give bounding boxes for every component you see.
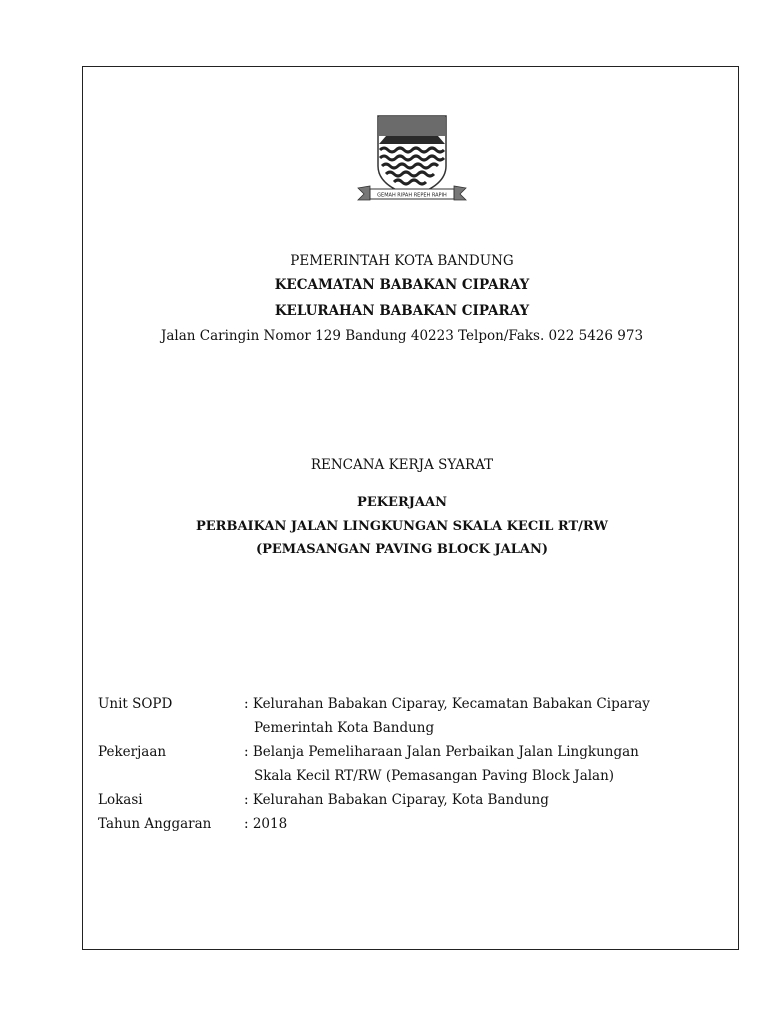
location-value: : Kelurahan Babakan Ciparay, Kota Bandung (244, 792, 549, 808)
header-village: KELURAHAN BABAKAN CIPARAY (274, 303, 530, 319)
doc-type-title: RENCANA KERJA SYARAT (310, 457, 494, 473)
job-subtitle: (PEMASANGAN PAVING BLOCK JALAN) (255, 542, 549, 557)
bandung-coat-of-arms-icon (356, 114, 468, 204)
year-value: : 2018 (244, 816, 288, 832)
unit-value-cont: Pemerintah Kota Bandung (254, 720, 435, 736)
header-address: Jalan Caringin Nomor 129 Bandung 40223 Telpon/Faks. 022 5426 973 (160, 328, 644, 344)
work-label: Pekerjaan (98, 744, 167, 760)
unit-label: Unit SOPD (98, 696, 173, 712)
work-value: : Belanja Pemeliharaan Jalan Perbaikan Jalan Lingkungan (244, 744, 639, 760)
year-label: Tahun Anggaran (98, 816, 212, 832)
header-district: KECAMATAN BABAKAN CIPARAY (274, 277, 530, 293)
job-name: PERBAIKAN JALAN LINGKUNGAN SKALA KECIL RT/RW (195, 519, 609, 534)
header-government: PEMERINTAH KOTA BANDUNG (290, 253, 514, 269)
work-value-cont: Skala Kecil RT/RW (Pemasangan Paving Block Jalan) (254, 768, 615, 784)
job-label: PEKERJAAN (357, 495, 447, 510)
emblem-motto: GEMAH RIPAH REPEH RAPIH (377, 192, 447, 199)
unit-value: : Kelurahan Babakan Ciparay, Kecamatan Babakan Ciparay (244, 696, 650, 712)
location-label: Lokasi (98, 792, 143, 808)
